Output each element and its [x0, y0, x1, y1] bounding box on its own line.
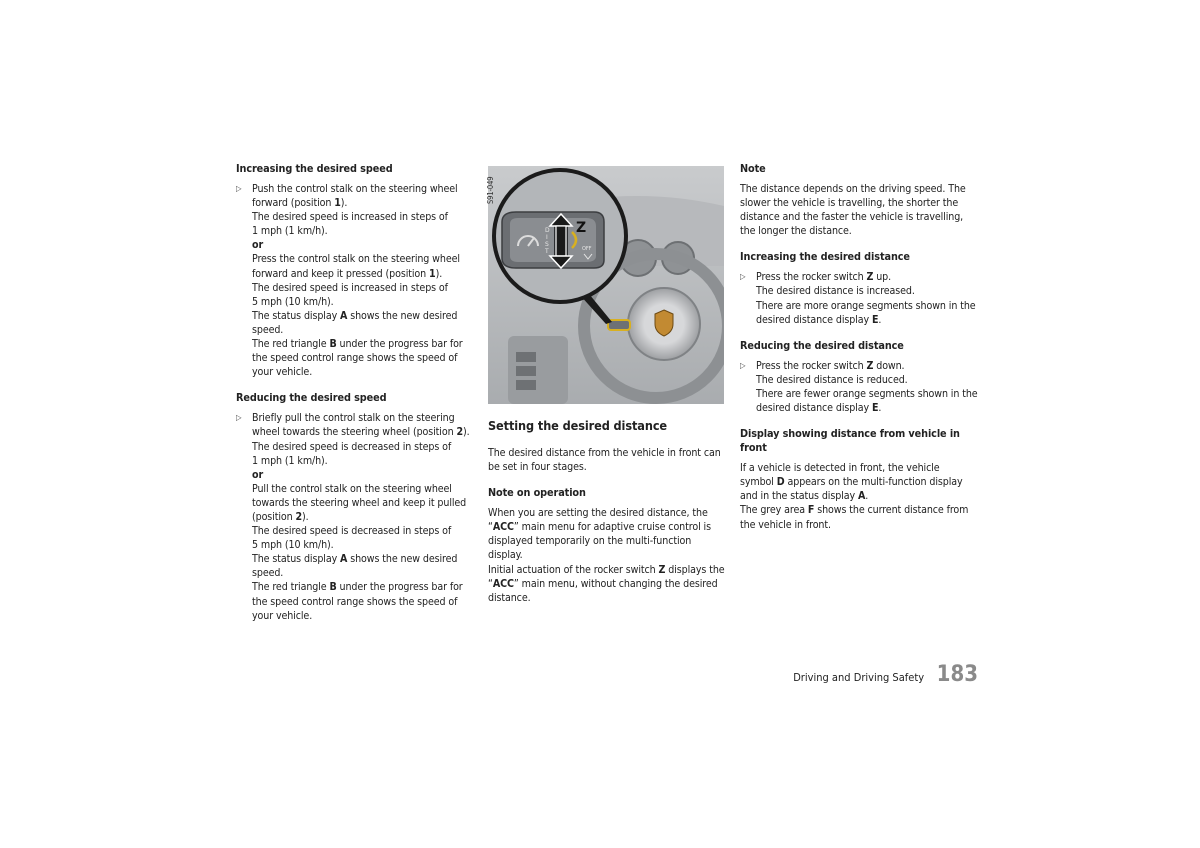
switch-letter: S [545, 241, 549, 248]
triangle-bullet-icon: ▷ [236, 413, 242, 423]
switch-off-label: OFF [582, 246, 592, 252]
heading-increasing-distance: Increasing the desired distance [740, 250, 910, 264]
page-footer [780, 662, 978, 687]
switch-letter: I [546, 234, 548, 241]
heading-note-on-operation: Note on operation [488, 486, 586, 500]
paragraph-note: The distance depends on the driving speed. The slower the vehicle is travelling, the shorter the distance and the faster the vehicle is travelling, the longer the distance. [740, 183, 966, 238]
heading-reducing-distance: Reducing the desired distance [740, 338, 904, 352]
heading-note: Note [740, 162, 766, 175]
heading-distance-display: Display showing distance from vehicle in front [740, 427, 960, 455]
section-title: Driving and Driving Safety [793, 671, 925, 684]
heading-setting-distance: Setting the desired distance [488, 418, 668, 433]
instruction-increase-distance: ▷ Press the rocker switch Z up. The desired distance is increased. There are more orange segments shown in the desired distance display E. [740, 271, 976, 326]
steering-wheel-illustration [488, 166, 724, 404]
column-right [740, 160, 978, 544]
heading-reducing-speed: Reducing the desired speed [236, 391, 387, 405]
triangle-bullet-icon: ▷ [740, 360, 746, 370]
paragraph-distance-intro: The desired distance from the vehicle in front can be set in four stages. [488, 447, 721, 474]
instruction-increase-speed: ▷ Push the control stalk on the steering wheel forward (position 1). The desired speed is increased in steps of 1 mph (1 km/h). or Press the control stalk on the steering wheel forward and keep it pressed (position 1). The desired speed is increased in steps of 5 mph (10 km/h). The status display A shows the new desired speed. The red triangle B under the progress bar for the speed control range shows the speed of your vehicle. [236, 183, 463, 379]
switch-letter-z: Z [576, 220, 587, 236]
paragraph-distance-display: If a vehicle is detected in front, the vehicle symbol D appears on the multi-function display and in the status display A. The grey area F shows the current distance from the vehicle in front. [740, 462, 969, 531]
instruction-reduce-speed: ▷ Briefly pull the control stalk on the steering wheel towards the steering wheel (position 2). The desired speed is decreased in steps of 1 mph (1 km/h). or Pull the control stalk on the steering wheel towards the steering wheel and keep it pulled (position 2). The desired speed is decreased in steps of 5 mph (10 km/h). The status display A shows the new desired speed. The red triangle B under the progress bar for the speed control range shows the speed of your vehicle. [236, 412, 470, 622]
column-left [236, 160, 474, 635]
instruction-reduce-distance: ▷ Press the rocker switch Z down. The desired distance is reduced. There are fewer orange segments shown in the desired distance display E. [740, 359, 978, 415]
column-middle [488, 160, 726, 617]
switch-letter: T [545, 248, 549, 255]
page-number: 183 [936, 662, 978, 687]
figure-label: S91-049 [486, 176, 495, 204]
paragraph-note-operation: When you are setting the desired distance, the “ACC” main menu for adaptive cruise control is displayed temporarily on the multi-function display. Initial actuation of the rocker switch Z displays the “ACC” main menu, without changing the desired distance. [488, 507, 725, 604]
heading-increasing-speed: Increasing the desired speed [236, 162, 393, 175]
triangle-bullet-icon: ▷ [740, 272, 746, 282]
triangle-bullet-icon: ▷ [236, 184, 242, 193]
dashboard-drawing [488, 166, 724, 404]
switch-letter: D [545, 227, 550, 234]
